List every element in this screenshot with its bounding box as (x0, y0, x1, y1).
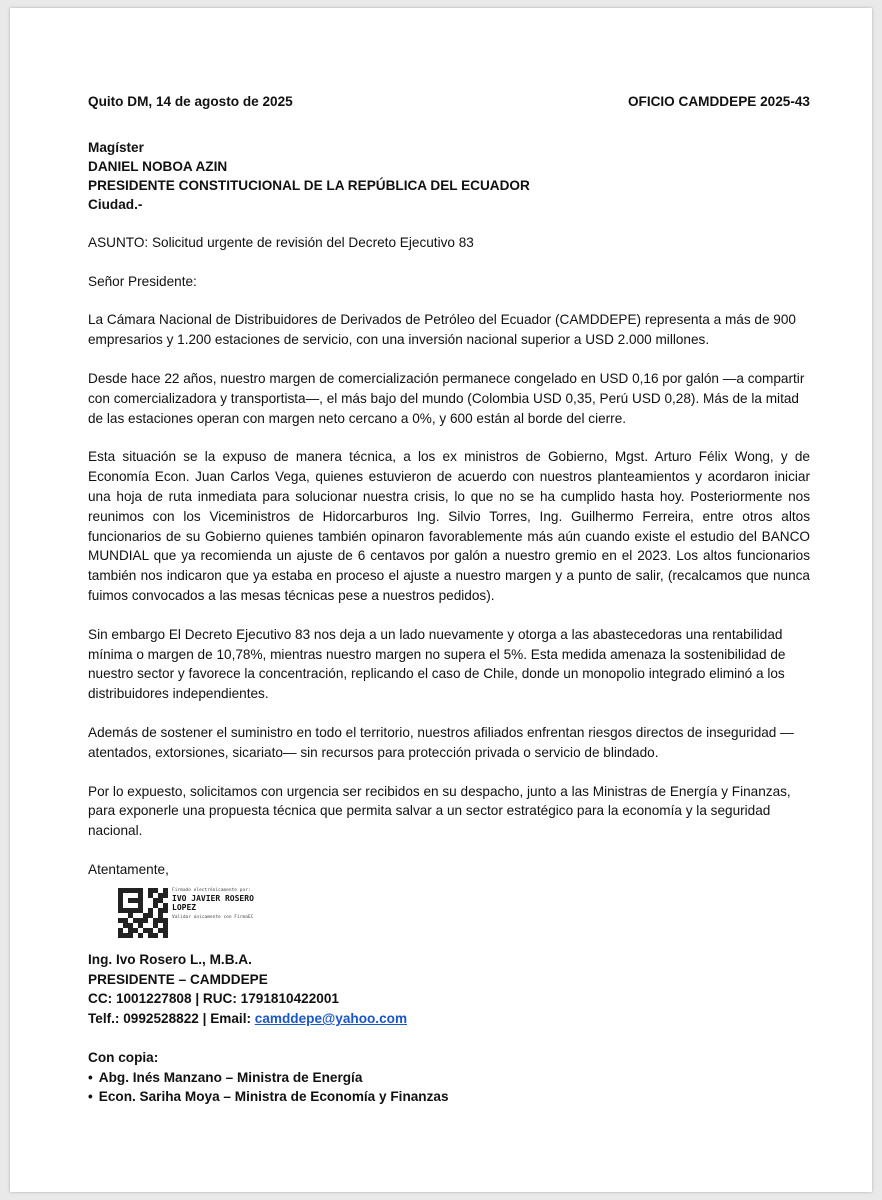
signatory-block (88, 950, 810, 1029)
paragraph-6: Por lo expuesto, solicitamos con urgencia ser recibidos en su despacho, junto a las Ministras de Energía y Finanzas, para exponerle una propuesta técnica que permita salvar a un sector estratégico para la economía y la seguridad nacional. (88, 783, 791, 839)
signature-validation: Validar únicamente con FirmaEC (172, 914, 254, 920)
recipient-city: Ciudad.- (88, 196, 143, 212)
signatory-ids: CC: 1001227808 | RUC: 1791810422001 (88, 991, 339, 1007)
signature-name-line1: IVO JAVIER ROSERO (172, 893, 254, 903)
signature-caption: Firmado electrónicamente por: (172, 887, 251, 893)
recipient-title: Magíster (88, 139, 144, 155)
recipient-block (88, 138, 810, 214)
paragraph-1: La Cámara Nacional de Distribuidores de Derivados de Petróleo del Ecuador (CAMDDEPE) representa a más de 900 empresarios y 1.200 estaciones de servicio, con una inversión nacional superior a USD 2.000 millones. (88, 312, 796, 348)
electronic-signature (118, 888, 810, 944)
signatory-position: PRESIDENTE – CAMDDEPE (88, 971, 268, 987)
paragraph-2: Desde hace 22 años, nuestro margen de comercialización permanece congelado en USD 0,16 por galón —a compartir con comercializadora y transportista—, el más bajo del mundo (Colombia USD 0,35, Perú USD 0,28). Más de la mitad de las estaciones operan con margen neto cercano a 0%, y 600 están al borde del cierre. (88, 370, 805, 426)
signatory-email-link[interactable]: camddepe@yahoo.com (254, 1011, 408, 1027)
letter-closing: Atentamente, (88, 861, 169, 877)
copy-item: • Econ. Sariha Moya – Ministra de Economía y Finanzas (88, 1087, 810, 1106)
signature-stamp (172, 888, 254, 921)
letter-date: Quito DM, 14 de agosto de 2025 (88, 94, 293, 109)
paragraph-3: Esta situación se la expuso de manera técnica, a los ex ministros de Gobierno, Mgst. Arturo Félix Wong, y de Economía Econ. Juan Carlos Vega, quienes estuvieron de acuerdo con nuestros planteamientos y acordaron iniciar una hoja de ruta inmediata para solucionar nuestra crisis, lo que no se ha cumplido hasta hoy. Posteriormente nos reunimos con los Viceministros de Hidorcarburos Ing. Silvio Torres, Ing. Guilhermo Ferreira, entre otros altos funcionarios de su Gobierno quienes también opinaron favorablemente más aún cuando existe el estudio del BANCO MUNDIAL que ya recomienda un ajuste de 6 centavos por galón a nuestro gremio en el 2023. Los altos funcionarios también nos indicaron que ya estaba en proceso el ajuste a nuestro margen y a punto de salir, (recalcamos que nunca fuimos convocados a las mesas técnicas pese a nuestros pedidos). (88, 449, 810, 603)
letter-salutation: Señor Presidente: (88, 273, 197, 289)
copy-item: • Abg. Inés Manzano – Ministra de Energía (88, 1068, 810, 1087)
letter-content (88, 92, 810, 1106)
letter-header (88, 92, 810, 112)
copies-heading: Con copia: (88, 1049, 159, 1065)
signatory-phone: Telf.: 0992528822 | Email: (88, 1011, 255, 1027)
signatory-contact (88, 1009, 810, 1029)
recipient-name: DANIEL NOBOA AZIN (88, 158, 228, 174)
paragraph-4: Sin embargo El Decreto Ejecutivo 83 nos deja a un lado nuevamente y otorga a las abastecedoras una rentabilidad mínima o margen de 10,78%, mientras nuestro margen no supera el 5%. Esta medida amenaza la sostenibilidad de nuestro sector y favorece la concentración, replicando el caso de Chile, donde un monopolio integrado eliminó a los distribuidores independientes. (88, 626, 786, 702)
signature-name-line2: LOPEZ (172, 902, 197, 912)
letter-page (10, 8, 872, 1192)
copies-list (88, 1068, 810, 1106)
letter-subject: ASUNTO: Solicitud urgente de revisión del Decreto Ejecutivo 83 (88, 234, 474, 250)
signature-qr-code (118, 888, 168, 938)
recipient-position: PRESIDENTE CONSTITUCIONAL DE LA REPÚBLICA DEL ECUADOR (88, 177, 530, 193)
signatory-name: Ing. Ivo Rosero L., M.B.A. (88, 951, 252, 967)
copies-block (88, 1048, 810, 1106)
letter-reference: OFICIO CAMDDEPE 2025-43 (627, 94, 810, 109)
paragraph-5: Además de sostener el suministro en todo el territorio, nuestros afiliados enfrentan riesgos directos de inseguridad —atentados, extorsiones, sicariato— sin recursos para protección privada o servicio de blindado. (88, 724, 794, 760)
